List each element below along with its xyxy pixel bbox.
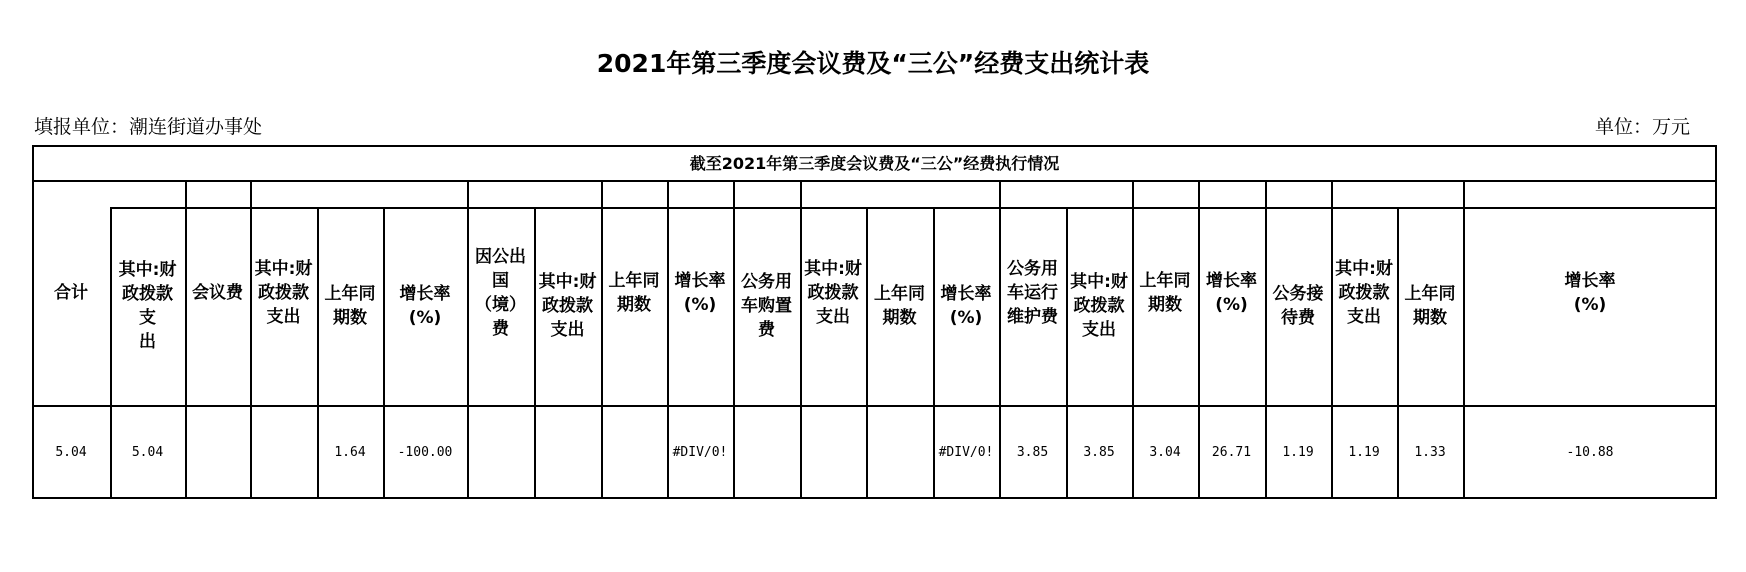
column-header xyxy=(933,207,999,405)
table-cell: 1.33 xyxy=(1414,444,1446,460)
column-header xyxy=(1331,180,1397,405)
column-header-line: 增长率 xyxy=(1564,270,1616,291)
column-header-line: 增长率 xyxy=(674,270,726,291)
column-header-line: 期数 xyxy=(1148,294,1182,315)
column-header xyxy=(32,180,110,405)
column-header-line: (%) xyxy=(1573,294,1607,315)
column-header-line: 费 xyxy=(758,320,775,340)
column-header-line: 车购置 xyxy=(741,296,792,316)
column-header-line: 增长率(%) xyxy=(399,284,451,328)
column-header-line: 出 xyxy=(139,332,156,352)
column-header xyxy=(534,207,601,405)
column-header-line: 其中:财 xyxy=(804,258,862,279)
column-header-line: 增长率 xyxy=(940,284,992,304)
table-cell: -100.00 xyxy=(397,444,453,460)
column-header xyxy=(185,180,250,405)
column-header-line: （境） xyxy=(475,294,526,315)
column-header-line: 国 xyxy=(492,270,509,291)
column-header-line: 因公出 xyxy=(475,246,526,267)
column-header xyxy=(383,207,467,405)
column-header-line: 其中:财 xyxy=(254,258,313,279)
column-header-line: 上年同 xyxy=(608,270,660,291)
column-header-line: 期数 xyxy=(617,294,651,315)
table-cell xyxy=(866,405,933,499)
table-cell xyxy=(185,405,250,499)
column-header-line: 期数 xyxy=(882,308,917,328)
column-header xyxy=(999,180,1066,405)
table-cell xyxy=(800,405,866,499)
column-header xyxy=(1132,180,1198,405)
column-header-line: 政拨款 xyxy=(1338,282,1390,303)
column-header xyxy=(733,207,800,405)
column-header-line: 上年同 xyxy=(1139,270,1191,291)
column-header-line: 增长率 xyxy=(1206,270,1257,291)
column-header-line: (%) xyxy=(1215,294,1248,315)
column-header xyxy=(667,180,733,405)
table-banner: 截至2021年第三季度会议费及“三公”经费执行情况 xyxy=(689,154,1060,173)
table-cell xyxy=(250,405,317,499)
column-header-line: 支出 xyxy=(1347,306,1381,327)
table-cell xyxy=(534,405,601,499)
table-cell: 5.04 xyxy=(55,444,87,460)
column-header-line: 公务用 xyxy=(741,272,792,292)
column-header-line: 会议费 xyxy=(192,282,243,303)
column-header-line: 其中:财 xyxy=(1070,272,1128,292)
table-cell: #DIV/0! xyxy=(672,444,728,460)
column-header-line: 支出 xyxy=(550,320,585,340)
table-cell xyxy=(601,405,667,499)
column-header xyxy=(1066,207,1132,405)
column-header-line: 期数 xyxy=(1413,308,1447,328)
column-header-line: 车运行 xyxy=(1007,282,1058,303)
column-header-line: 其中:财 xyxy=(1335,258,1393,279)
table-cell: 5.04 xyxy=(131,444,164,460)
column-header xyxy=(317,207,383,405)
table-cell: 3.04 xyxy=(1149,444,1181,460)
column-header xyxy=(1397,207,1463,405)
column-header-line: 上年同 xyxy=(874,284,925,304)
column-header xyxy=(1463,180,1717,405)
column-header-line: 公务接 xyxy=(1272,284,1324,304)
column-header-line: (%) xyxy=(683,294,717,315)
table-cell: 1.64 xyxy=(334,444,366,460)
column-header-line: 上年同 xyxy=(1404,284,1456,304)
column-header-line: 费 xyxy=(492,318,509,339)
column-header xyxy=(800,180,866,405)
column-header xyxy=(866,207,933,405)
table-cell xyxy=(733,405,800,499)
filing-unit: 填报单位：潮连街道办事处 xyxy=(34,116,263,138)
column-header xyxy=(1198,180,1265,405)
column-header-line: 合计 xyxy=(54,282,88,303)
column-header-line: 上年同 xyxy=(324,284,376,304)
column-header-line: 政拨款 xyxy=(258,282,309,303)
expense-table xyxy=(32,145,1717,499)
table-cell: 3.85 xyxy=(1083,444,1115,460)
column-header-line: 政拨款 xyxy=(807,282,859,303)
column-header xyxy=(250,180,317,405)
column-header-line: 政拨款 xyxy=(1073,296,1125,316)
column-header xyxy=(467,180,534,405)
column-header-line: 其中:财 xyxy=(118,260,177,280)
table-cell: 1.19 xyxy=(1282,444,1314,460)
column-header-line: 期数 xyxy=(333,308,367,328)
page-title: 2021年第三季度会议费及“三公”经费支出统计表 xyxy=(596,49,1150,78)
table-cell: -10.88 xyxy=(1566,444,1614,460)
column-header xyxy=(110,207,185,405)
table-cell xyxy=(467,405,534,499)
column-header xyxy=(601,180,667,405)
column-header-line: 待费 xyxy=(1281,308,1315,328)
column-header-line: 支出 xyxy=(1082,320,1116,340)
column-header xyxy=(1265,207,1331,405)
column-header-line: 政拨款支 xyxy=(122,284,173,328)
table-cell: #DIV/0! xyxy=(938,444,994,460)
column-header-line: 公务用 xyxy=(1007,258,1058,279)
column-header-line: 支出 xyxy=(266,306,301,327)
column-header-line: 其中:财 xyxy=(538,272,597,292)
column-header-line: 支出 xyxy=(816,306,850,327)
table-cell: 26.71 xyxy=(1211,444,1252,460)
table-cell: 3.85 xyxy=(1016,444,1049,460)
column-header-line: 政拨款 xyxy=(542,296,593,316)
column-header-line: 维护费 xyxy=(1007,306,1058,327)
currency-unit: 单位：万元 xyxy=(1594,116,1690,138)
table-border-top xyxy=(32,145,1717,147)
table-cell: 1.19 xyxy=(1348,444,1380,460)
column-header-line: (%) xyxy=(949,308,983,328)
